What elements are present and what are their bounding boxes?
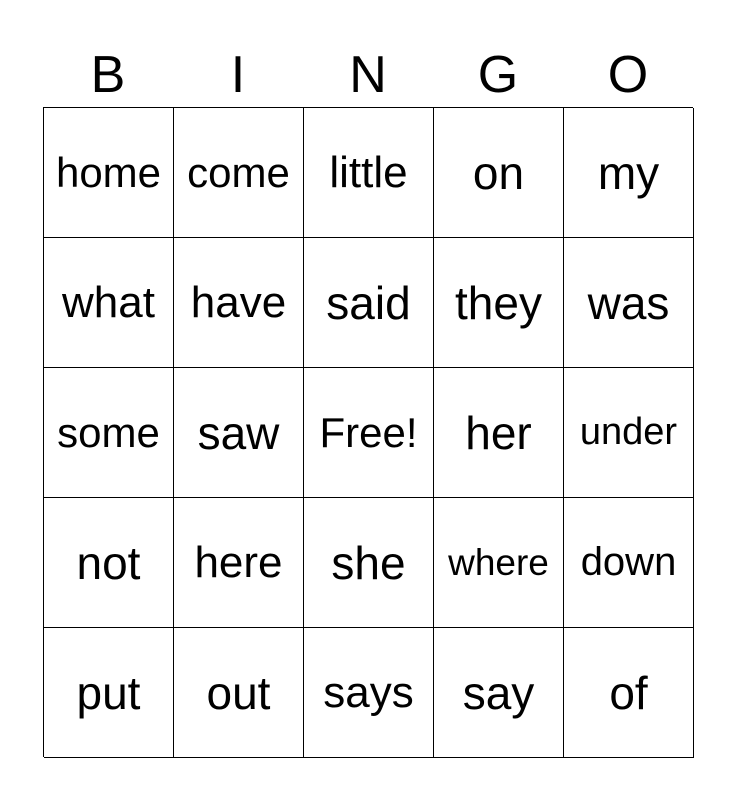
header-letter-o: O: [607, 46, 649, 104]
bingo-cell-r4-c3[interactable]: she: [304, 498, 434, 628]
bingo-cell-r3-c1[interactable]: some: [44, 368, 174, 498]
bingo-cell-r5-c5[interactable]: of: [564, 628, 694, 758]
bingo-cell-r4-c5[interactable]: down: [564, 498, 694, 628]
header-letter-i: I: [230, 46, 246, 104]
bingo-cell-free[interactable]: Free!: [304, 368, 434, 498]
bingo-cell-r2-c1[interactable]: what: [44, 238, 174, 368]
bingo-board: [43, 107, 693, 757]
bingo-cell-r1-c1[interactable]: home: [44, 108, 174, 238]
bingo-cell-r1-c5[interactable]: my: [564, 108, 694, 238]
bingo-cell-r5-c3[interactable]: says: [304, 628, 434, 758]
bingo-cell-r5-c1[interactable]: put: [44, 628, 174, 758]
bingo-cell-r5-c4[interactable]: say: [434, 628, 564, 758]
bingo-cell-r1-c4[interactable]: on: [434, 108, 564, 238]
bingo-cell-r4-c4[interactable]: where: [434, 498, 564, 628]
bingo-header: [43, 46, 693, 104]
bingo-cell-r2-c3[interactable]: said: [304, 238, 434, 368]
bingo-cell-r3-c4[interactable]: her: [434, 368, 564, 498]
bingo-cell-r4-c2[interactable]: here: [174, 498, 304, 628]
bingo-cell-r5-c2[interactable]: out: [174, 628, 304, 758]
header-letter-g: G: [477, 46, 519, 104]
bingo-cell-r2-c5[interactable]: was: [564, 238, 694, 368]
bingo-cell-r3-c2[interactable]: saw: [174, 368, 304, 498]
bingo-cell-r3-c5[interactable]: under: [564, 368, 694, 498]
bingo-cell-r4-c1[interactable]: not: [44, 498, 174, 628]
bingo-cell-r2-c4[interactable]: they: [434, 238, 564, 368]
bingo-cell-r1-c3[interactable]: little: [304, 108, 434, 238]
bingo-cell-r2-c2[interactable]: have: [174, 238, 304, 368]
header-letter-n: N: [349, 46, 387, 104]
bingo-cell-r1-c2[interactable]: come: [174, 108, 304, 238]
header-letter-b: B: [90, 46, 126, 104]
